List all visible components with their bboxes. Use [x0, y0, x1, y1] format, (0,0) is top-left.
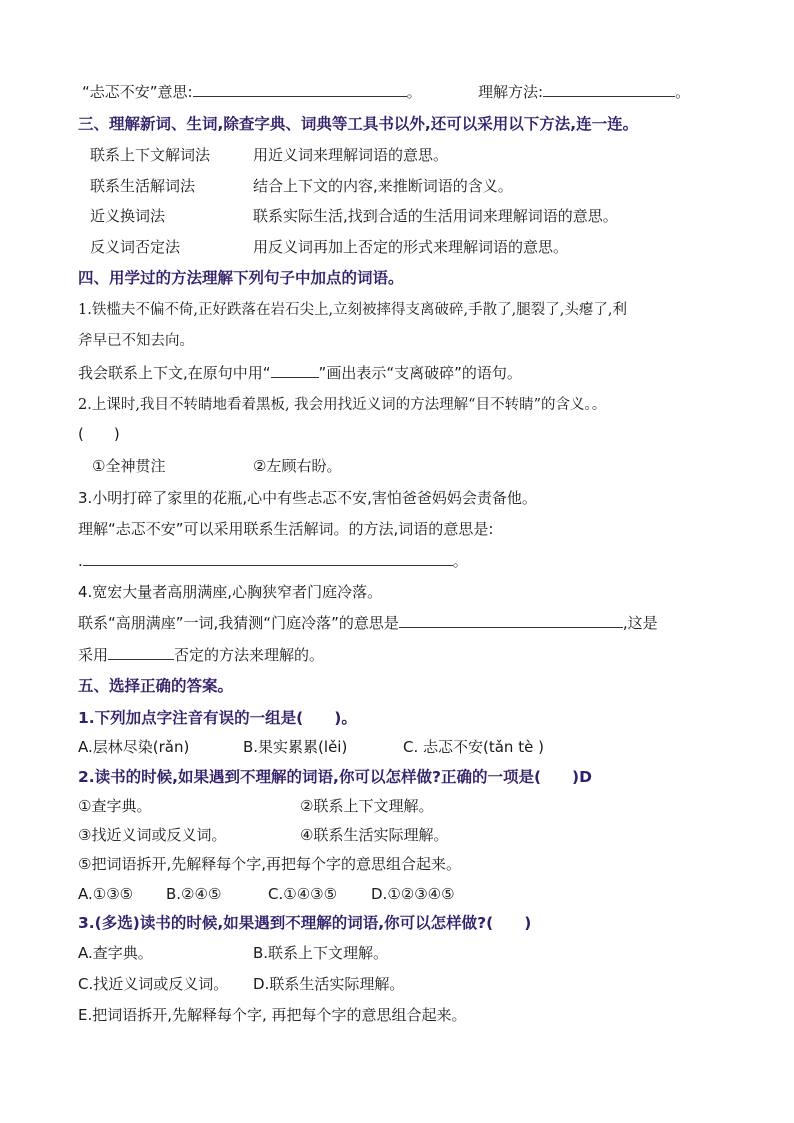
s4-q4-line2 [78, 613, 658, 633]
s4-q4-text-d: 否定的方法来理解的。 [174, 646, 325, 664]
s4-q2-line1: 2.上课时,我目不转睛地看着黑板, 我会用找近义词的方法理解“目不转睛”的含义。。 [78, 397, 607, 413]
s5-q3: 3.(多选)读书的时候,如果遇到不理解的词语,你可以怎样做?( ) [78, 914, 532, 932]
s4-q3-dot: . [78, 552, 83, 570]
s5-q2-item-2: ②联系上下文理解。 [300, 797, 434, 815]
s5-q1-option-c[interactable]: C. 忐忑不安(tǎn tè ) [403, 738, 544, 756]
s4-q4-text-a: 联系“高朋满座”一词,我猜测“门庭冷落”的意思是 [78, 614, 399, 632]
match-left-3[interactable]: 近义换词法 [90, 207, 166, 225]
s5-q1: 1.下列加点字注音有误的一组是( )。 [78, 709, 357, 727]
s4-q3-line1: 3.小明打碎了家里的花瓶,心中有些忐忑不安,害怕爸爸妈妈会责备他。 [78, 489, 537, 507]
s5-q2-item-4: ④联系生活实际理解。 [300, 826, 449, 844]
s4-q1-instr-a: 我会联系上下文,在原句中用“ [78, 364, 271, 382]
s4-q3-answer-blank[interactable] [83, 551, 453, 566]
s4-q4-meaning-blank[interactable] [399, 613, 623, 628]
s4-q1-instr-b: ”画出表示“支离破碎”的语句。 [318, 364, 522, 382]
s4-q1-line3 [78, 363, 522, 383]
s4-q1-underline-sample [271, 363, 319, 378]
top-method-line [478, 82, 690, 102]
s5-q2-option-a[interactable]: A.①③⑤ [78, 885, 134, 903]
top-method-end: 。 [675, 83, 691, 101]
section3-heading: 三、理解新词、生词,除查字典、词典等工具书以外,还可以采用以下方法,连一连。 [78, 115, 639, 133]
top-meaning-blank[interactable] [193, 82, 407, 97]
s4-q4-method-blank[interactable] [108, 645, 174, 660]
s5-q3-option-e[interactable]: E.把词语拆开,先解释每个字, 再把每个字的意思组合起来。 [78, 1006, 467, 1024]
s4-q1-line1: 1.铁槛夫不偏不倚,正好跌落在岩石尖上,立刻被摔得支离破碎,手散了,腿裂了,头瘪了,利 [78, 302, 627, 318]
s4-q3-line3 [78, 551, 468, 571]
s5-q2-option-b[interactable]: B.②④⑤ [166, 885, 222, 903]
s5-q2-option-d[interactable]: D.①②③④⑤ [371, 885, 455, 903]
s4-q3-end: 。 [452, 552, 468, 570]
match-right-1[interactable]: 用近义词来理解词语的意思。 [253, 146, 449, 164]
match-right-2[interactable]: 结合上下文的内容,来推断词语的含义。 [253, 177, 513, 195]
s4-q4-text-c: 采用 [78, 646, 109, 664]
s5-q3-option-a[interactable]: A.查字典。 [78, 944, 153, 962]
s5-q1-option-b[interactable]: B.果实累累(lěi) [243, 738, 348, 756]
match-right-4[interactable]: 用反义词再加上否定的形式来理解词语的意思。 [253, 238, 569, 256]
s5-q3-option-b[interactable]: B.联系上下文理解。 [253, 944, 389, 962]
s5-q2-item-3: ③找近义词或反义词。 [78, 826, 227, 844]
s5-q3-option-d[interactable]: D.联系生活实际理解。 [253, 975, 405, 993]
s4-q1-line2: 斧早已不知去向。 [78, 333, 194, 349]
top-method-label: 理解方法: [478, 83, 544, 101]
section5-heading: 五、选择正确的答案。 [78, 677, 234, 695]
s5-q3-option-c[interactable]: C.找近义词或反义词。 [78, 975, 229, 993]
s5-q2-item-1: ①查字典。 [78, 797, 152, 815]
s4-q4-line1: 4.宽宏大量者高朋满座,心胸狭窄者门庭冷落。 [78, 583, 383, 601]
s5-q1-option-a[interactable]: A.层林尽染(rǎn) [78, 738, 190, 756]
top-method-blank[interactable] [543, 82, 675, 97]
s5-q2: 2.读书的时候,如果遇到不理解的词语,你可以怎样做?正确的一项是( )D [78, 768, 592, 786]
match-left-2[interactable]: 联系生活解词法 [90, 177, 196, 195]
top-meaning-label: “忐忑不安”意思: [82, 83, 193, 101]
s4-q4-line3 [78, 645, 324, 665]
s4-q2-option-1[interactable]: ①全神贯注 [92, 457, 166, 475]
s4-q4-text-b: ,这是 [622, 614, 658, 632]
top-meaning-end: 。 [406, 83, 422, 101]
s4-q2-paren[interactable]: ( ) [78, 425, 120, 443]
top-line [82, 82, 422, 102]
s5-q2-item-5: ⑤把词语拆开,先解释每个字,再把每个字的意思组合起来。 [78, 855, 461, 873]
s4-q2-option-2[interactable]: ②左顾右盼。 [253, 457, 342, 475]
s5-q2-option-c[interactable]: C.①④③⑤ [268, 885, 338, 903]
match-left-1[interactable]: 联系上下文解词法 [90, 146, 211, 164]
s4-q3-line2: 理解“忐忑不安”可以采用联系生活解词。的方法,词语的意思是: [78, 520, 494, 538]
match-right-3[interactable]: 联系实际生活,找到合适的生活用词来理解词语的意思。 [253, 207, 618, 225]
section4-heading: 四、用学过的方法理解下列句子中加点的词语。 [78, 269, 404, 287]
match-left-4[interactable]: 反义词否定法 [90, 238, 181, 256]
